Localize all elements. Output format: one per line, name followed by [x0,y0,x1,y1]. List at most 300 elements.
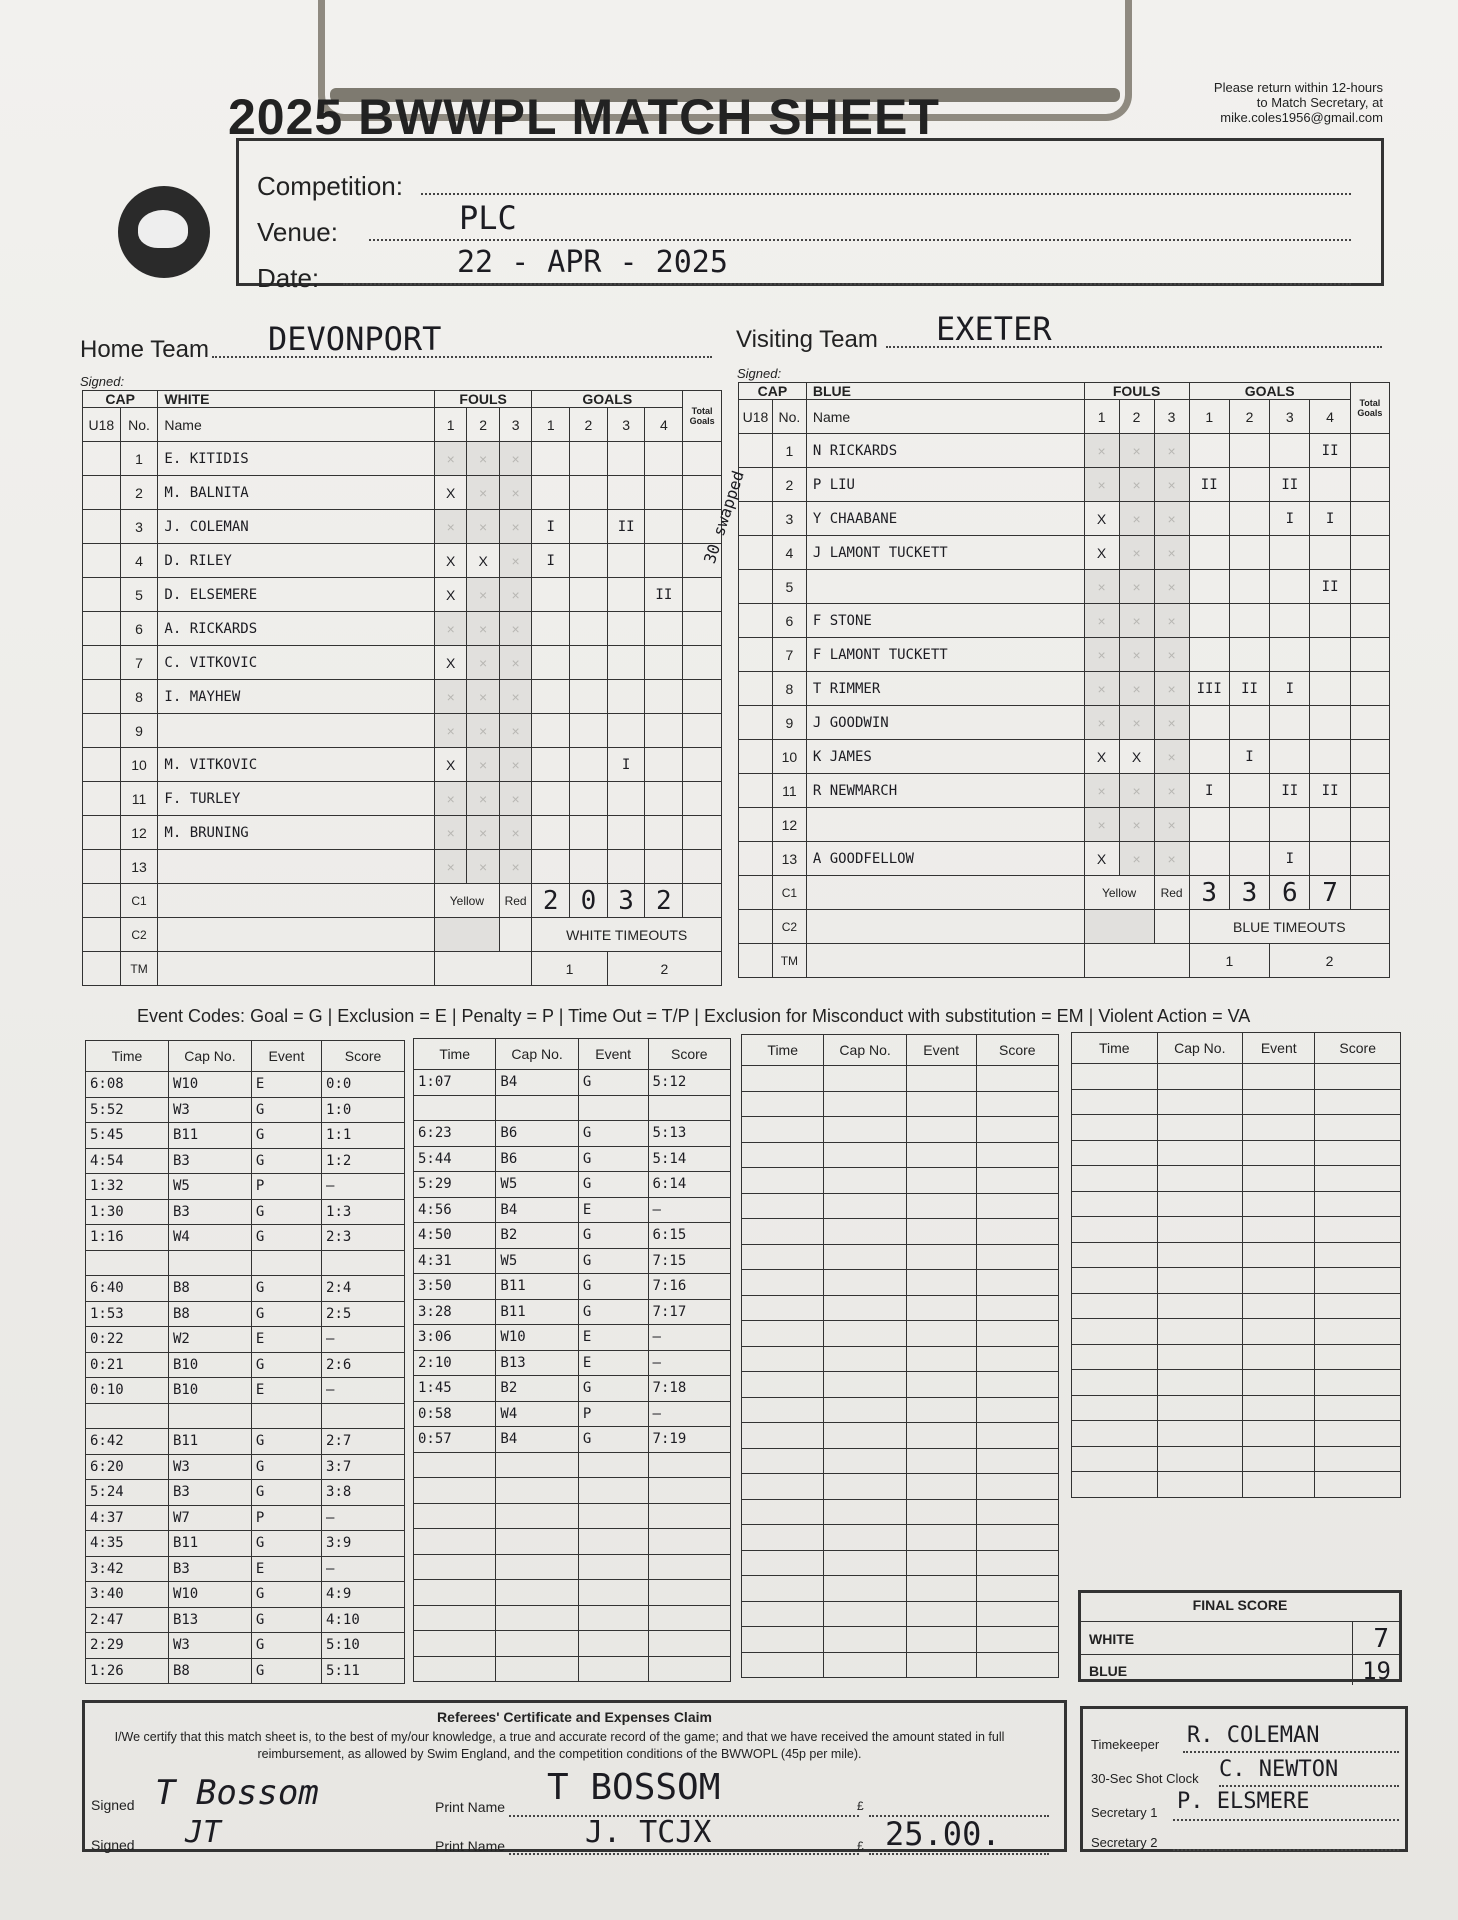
blue-player-name: J GOODWIN [806,706,1084,740]
white-foul-cell: × [499,442,532,476]
blue-foul-cell: × [1154,774,1189,808]
white-goal-cell: II [645,578,683,612]
blue-roster-table: CAP BLUE FOULS GOALS Total Goals U18 No. Name 1 2 3 1 2 3 4 1 N RICKARDS × × × II 2 P LIU × × × II II 3 Y CHAABANE X × × I I 4 J LAMONT TUCKETT X × × 5 × × × II 6 F STONE × × × 7 F LAMONT TUCKETT × × × 8 T RIMMER × × × III II I 9 J GOODWIN × × × 10 K JAMES X X × I 11 R NEWMARCH × × × I II II 12 × × × 13 A GOODFELLOW X × × I C1 Yellow Red 3 3 6 7 C2 BLUE TIMEOUTS TM 1 2 [738,382,1390,978]
blue-goal-cell [1229,434,1269,468]
white-goal-cell [570,476,608,510]
match-info-box [236,138,1384,293]
white-goal-cell [532,714,570,748]
event-row: 3:40 W10 G 4:9 [86,1582,405,1608]
white-player-row [83,442,722,476]
print-name-label-2: Print Name [435,1838,506,1854]
event-row [414,1452,731,1478]
competition-label: Competition: [257,171,403,201]
white-goal-cell [532,782,570,816]
shot-clock-label: 30-Sec Shot Clock [1091,1771,1199,1786]
blue-foul-cell: × [1084,706,1119,740]
white-goal-cell [570,442,608,476]
white-goal-cell [607,646,645,680]
white-cap-number: 13 [120,850,158,884]
white-player-row [83,714,722,748]
event-row [742,1372,1059,1398]
white-foul-cell: × [467,578,499,612]
white-quarter-total: 2 [532,884,570,918]
blue-goal-cell [1229,808,1269,842]
print-name-label-1: Print Name [435,1799,506,1815]
blue-goal-cell [1310,740,1350,774]
blue-player-name: J LAMONT TUCKETT [806,536,1084,570]
white-quarter-total: 2 [645,884,683,918]
event-row: 0:58 W4 P — [414,1401,731,1427]
white-goal-cell [607,476,645,510]
white-yellow-label: Yellow [434,884,499,918]
white-player-name: A. RICKARDS [158,612,435,646]
certificate-text: I/We certify that this match sheet is, to the best of my/our knowledge, a true and accurate record of the game; and that we have received the amount stated in full reimbursement, as allowed by Swim England, and the competition conditions of the BWWOPL (45p per mile). [114,1730,1005,1761]
home-signed-label: Signed: [80,374,125,389]
white-player-name [158,714,435,748]
signed-label-1: Signed [91,1797,135,1813]
blue-quarter-total: 3 [1229,876,1269,910]
blue-player-name [806,808,1084,842]
blue-goal-cell [1310,468,1350,502]
white-player-row [83,544,722,578]
blue-goal-cell [1189,638,1229,672]
white-foul-cell: X [434,544,466,578]
blue-foul-cell: × [1119,468,1154,502]
white-goal-cell [645,476,683,510]
blue-foul-cell: × [1119,774,1154,808]
blue-foul-cell: × [1084,808,1119,842]
blue-goal-cell [1270,604,1310,638]
event-row [414,1095,731,1121]
blue-yellow-label: Yellow [1084,876,1154,910]
white-player-name: M. BALNITA [158,476,435,510]
event-row [742,1550,1059,1576]
blue-goal-cell [1270,638,1310,672]
white-foul-cell: × [434,680,466,714]
blue-foul-cell: X [1084,740,1119,774]
white-foul-cell: × [499,782,532,816]
blue-goal-cell: II [1310,570,1350,604]
blue-quarter-total: 6 [1270,876,1310,910]
event-header: Cap No. [824,1035,906,1066]
blue-goal-cell: I [1270,502,1310,536]
blue-cap-number: 12 [772,808,806,842]
white-foul-cell: × [499,816,532,850]
white-c1-row: C1 Yellow Red 2 0 3 2 [83,884,722,918]
white-goal-cell [607,850,645,884]
white-player-name: M. BRUNING [158,816,435,850]
white-goal-cell [532,816,570,850]
event-row [1072,1370,1401,1396]
event-row: 2:47 B13 G 4:10 [86,1607,405,1633]
event-row [1072,1319,1401,1345]
shot-clock-value: C. NEWTON [1219,1757,1339,1782]
white-goal-cell [607,612,645,646]
white-goal-cell: I [607,748,645,782]
event-codes-legend: Event Codes: Goal = G | Exclusion = E | Penalty = P | Time Out = T/P | Exclusion for Misconduct with substitution = EM | Violent Action = VA [137,1006,1251,1026]
blue-total-header: Total Goals [1350,383,1389,434]
visiting-team-value: EXETER [936,310,1052,348]
visiting-team-label: Visiting Team [736,326,878,353]
venue-label: Venue: [257,217,338,247]
blue-goal-cell [1310,536,1350,570]
white-foul-cell: × [467,510,499,544]
blue-foul-cell: × [1154,638,1189,672]
event-row: 1:53 B8 G 2:5 [86,1301,405,1327]
event-row [742,1066,1059,1092]
event-header: Event [1243,1033,1315,1064]
blue-foul-cell: × [1154,570,1189,604]
event-row [742,1270,1059,1296]
white-goal-cell: I [532,544,570,578]
white-goal-cell [532,442,570,476]
blue-fouls-header: FOULS [1084,383,1189,400]
event-row [742,1219,1059,1245]
blue-foul-cell: × [1119,808,1154,842]
event-row [742,1627,1059,1653]
event-row: 5:29 W5 G 6:14 [414,1172,731,1198]
event-row: 1:30 B3 G 1:3 [86,1199,405,1225]
blue-player-row [739,434,1390,468]
white-cap-number: 9 [120,714,158,748]
final-score-label: FINAL SCORE [1081,1593,1399,1622]
venue-value: PLC [459,199,517,237]
white-player-name: E. KITIDIS [158,442,435,476]
blue-margin-note: 30 swapped [700,468,748,566]
blue-foul-cell: × [1154,536,1189,570]
blue-foul-cell: × [1119,536,1154,570]
bwwpl-logo [118,186,210,278]
white-player-row [83,646,722,680]
white-player-name: F. TURLEY [158,782,435,816]
blue-goal-cell: II [1189,468,1229,502]
blue-foul-cell: × [1084,604,1119,638]
blue-goal-cell [1189,842,1229,876]
blue-foul-cell: × [1154,740,1189,774]
event-header: Cap No. [168,1041,251,1072]
blue-foul-cell: × [1119,638,1154,672]
event-row [1072,1064,1401,1090]
event-row [1072,1115,1401,1141]
white-goal-cell [532,612,570,646]
event-row: 2:29 W3 G 5:10 [86,1633,405,1659]
event-row [414,1631,731,1657]
white-foul-cell: × [499,850,532,884]
blue-foul-cell: × [1084,434,1119,468]
blue-foul-cell: × [1154,808,1189,842]
white-goal-cell [532,748,570,782]
certificate-title: Referees' Certificate and Expenses Claim [437,1709,712,1725]
event-header: Score [976,1035,1058,1066]
timekeeper-value: R. COLEMAN [1187,1723,1320,1748]
blue-goal-cell: I [1189,774,1229,808]
event-row [742,1346,1059,1372]
event-row [742,1448,1059,1474]
referee-signature-2: JT [185,1815,222,1850]
return-note: Please return within 12-hours to Match Secretary, at mike.coles1956@gmail.com [1213,80,1383,125]
blue-player-row [739,638,1390,672]
blue-goal-cell [1310,706,1350,740]
secretary-1-label: Secretary 1 [1091,1805,1158,1820]
event-row [742,1601,1059,1627]
event-row [742,1397,1059,1423]
event-row [1072,1268,1401,1294]
blue-goal-cell: I [1270,842,1310,876]
blue-foul-cell: × [1084,672,1119,706]
white-timeout-1: 1 [532,952,607,986]
event-row [742,1499,1059,1525]
event-row [742,1091,1059,1117]
blue-foul-cell: X [1084,842,1119,876]
blue-player-name: F STONE [806,604,1084,638]
event-header: Score [322,1041,405,1072]
blue-goal-cell [1189,570,1229,604]
blue-player-name: R NEWMARCH [806,774,1084,808]
white-player-row [83,850,722,884]
white-player-row [83,816,722,850]
white-cap-header: CAP [83,391,158,408]
date-label: Date: [257,263,320,293]
event-row: 5:52 W3 G 1:0 [86,1097,405,1123]
event-row [1072,1395,1401,1421]
white-cap-number: 4 [120,544,158,578]
event-row: 1:32 W5 P — [86,1174,405,1200]
blue-goal-cell: I [1310,502,1350,536]
event-row [414,1580,731,1606]
event-row: 2:10 B13 E — [414,1350,731,1376]
blue-cap-number: 5 [772,570,806,604]
blue-cap-number: 11 [772,774,806,808]
white-goal-cell [645,816,683,850]
white-foul-cell: × [499,476,532,510]
blue-team-color-header: BLUE [806,383,1084,400]
white-player-name [158,850,435,884]
white-player-name: D. RILEY [158,544,435,578]
blue-foul-cell: X [1119,740,1154,774]
white-cap-number: 7 [120,646,158,680]
blue-cap-number: 7 [772,638,806,672]
event-row [86,1250,405,1276]
white-timeout-2: 2 [607,952,721,986]
white-goal-cell [645,782,683,816]
event-row [1072,1472,1401,1498]
white-goal-cell [570,816,608,850]
event-row [742,1117,1059,1143]
blue-goal-cell: I [1229,740,1269,774]
white-goal-cell [532,850,570,884]
blue-goal-cell [1270,570,1310,604]
white-goal-cell [607,714,645,748]
blue-foul-cell: × [1154,434,1189,468]
blue-cap-number: 9 [772,706,806,740]
blue-player-row [739,536,1390,570]
white-foul-cell: × [467,850,499,884]
blue-cap-number: 2 [772,468,806,502]
blue-foul-cell: × [1154,842,1189,876]
blue-timeout-1: 1 [1189,944,1270,978]
blue-c1-row: C1 Yellow Red 3 3 6 7 [739,876,1390,910]
event-header: Time [742,1035,824,1066]
blue-goal-cell: II [1270,774,1310,808]
blue-goal-cell [1229,570,1269,604]
white-timeouts-label: WHITE TIMEOUTS [532,918,722,952]
white-foul-cell: × [434,816,466,850]
white-foul-cell: X [434,646,466,680]
blue-goal-cell [1270,434,1310,468]
event-row [1072,1293,1401,1319]
blue-quarter-total: 7 [1310,876,1350,910]
blue-player-name: Y CHAABANE [806,502,1084,536]
event-log-col-1 [85,1040,405,1684]
event-row [742,1525,1059,1551]
event-row [414,1605,731,1631]
event-row: 4:31 W5 G 7:15 [414,1248,731,1274]
white-goal-cell [607,816,645,850]
blue-player-row [739,604,1390,638]
event-row [1072,1446,1401,1472]
secretary-1-value: P. ELSMERE [1177,1789,1310,1814]
blue-player-row [739,808,1390,842]
white-foul-cell: × [499,680,532,714]
blue-goal-cell [1229,604,1269,638]
event-row: 6:20 W3 G 3:7 [86,1454,405,1480]
white-roster-table: CAP WHITE FOULS GOALS Total Goals U18 No. Name 1 2 3 1 2 3 4 1 E. KITIDIS × × × 2 M. BALNITA X × × 3 J. COLEMAN × × × I II 4 D. RILEY X X × I 5 D. ELSEMERE X × × II 6 A. RICKARDS × × × 7 C. VITKOVIC X × × 8 I. MAYHEW × × × 9 × × × 10 M. VITKOVIC X × × I 11 F. TURLEY × × × 12 M. BRUNING × × × 13 × × × C1 Yellow Red 2 0 3 2 C2 WHITE TIMEOUTS TM 1 2 [82,390,722,986]
event-row: 4:56 B4 E — [414,1197,731,1223]
event-row: 0:57 B4 G 7:19 [414,1427,731,1453]
blue-goal-cell: II [1229,672,1269,706]
white-foul-cell: X [434,476,466,510]
event-row: 0:21 B10 G 2:6 [86,1352,405,1378]
blue-foul-cell: × [1084,570,1119,604]
event-row [414,1478,731,1504]
blue-goal-cell [1189,434,1229,468]
white-player-row [83,578,722,612]
event-row: 5:24 B3 G 3:8 [86,1480,405,1506]
event-row [742,1244,1059,1270]
blue-goals-header: GOALS [1189,383,1350,400]
blue-red-label: Red [1154,876,1189,910]
white-foul-cell: × [467,612,499,646]
blue-player-row [739,706,1390,740]
event-row [1072,1089,1401,1115]
blue-goal-cell [1189,536,1229,570]
white-cap-number: 10 [120,748,158,782]
event-row: 3:06 W10 E — [414,1325,731,1351]
referee-print-name-1: T BOSSOM [547,1767,721,1808]
white-goals-header: GOALS [532,391,683,408]
event-row [742,1474,1059,1500]
blue-goal-cell: II [1310,434,1350,468]
final-score-box [1078,1590,1402,1685]
white-foul-cell: × [467,680,499,714]
event-row [1072,1344,1401,1370]
event-row: 1:07 B4 G 5:12 [414,1070,731,1096]
white-foul-cell: × [467,646,499,680]
event-row: 4:54 B3 G 1:2 [86,1148,405,1174]
event-row [414,1554,731,1580]
blue-goal-cell [1229,502,1269,536]
final-blue-label: BLUE [1089,1663,1128,1679]
white-foul-cell: X [434,748,466,782]
event-row: 6:23 B6 G 5:13 [414,1121,731,1147]
white-fouls-header: FOULS [434,391,531,408]
blue-player-name: P LIU [806,468,1084,502]
home-team-label: Home Team [80,336,209,363]
blue-goal-cell [1310,604,1350,638]
white-quarter-total: 0 [570,884,608,918]
white-goal-cell [645,442,683,476]
white-goal-cell [607,680,645,714]
blue-goal-cell [1229,706,1269,740]
event-row [742,1295,1059,1321]
event-row [414,1529,731,1555]
blue-cap-header: CAP [739,383,807,400]
white-foul-cell: × [434,850,466,884]
white-foul-cell: × [499,544,532,578]
blue-foul-cell: X [1084,502,1119,536]
white-goal-cell [532,680,570,714]
event-log-col-4 [1071,1032,1401,1498]
blue-player-name: K JAMES [806,740,1084,774]
white-goal-cell [570,714,608,748]
event-log-col-2 [413,1038,731,1682]
blue-foul-cell: × [1119,434,1154,468]
event-row [1072,1166,1401,1192]
blue-goal-cell [1310,808,1350,842]
blue-goal-cell [1310,842,1350,876]
white-goal-cell [570,850,608,884]
white-foul-cell: × [499,646,532,680]
event-row: 6:40 B8 G 2:4 [86,1276,405,1302]
blue-cap-number: 6 [772,604,806,638]
white-goal-cell [645,646,683,680]
event-row [1072,1217,1401,1243]
event-row: 6:42 B11 G 2:7 [86,1429,405,1455]
event-row: 3:28 B11 G 7:17 [414,1299,731,1325]
referee-signature-1: T Bossom [155,1773,319,1813]
blue-goal-cell [1229,468,1269,502]
signed-label-2: Signed [91,1837,135,1853]
white-goal-cell [532,646,570,680]
event-row [742,1576,1059,1602]
blue-player-name: T RIMMER [806,672,1084,706]
blue-goal-cell [1229,638,1269,672]
event-header: Time [86,1041,169,1072]
event-row: 5:45 B11 G 1:1 [86,1123,405,1149]
blue-quarter-total: 3 [1189,876,1229,910]
blue-player-row [739,842,1390,876]
blue-foul-cell: × [1119,672,1154,706]
white-cap-number: 1 [120,442,158,476]
white-goal-cell [645,714,683,748]
white-goal-cell: I [532,510,570,544]
blue-foul-cell: X [1084,536,1119,570]
white-player-name: M. VITKOVIC [158,748,435,782]
white-foul-cell: × [434,442,466,476]
event-row [414,1503,731,1529]
blue-goal-cell [1229,774,1269,808]
white-goal-cell [570,510,608,544]
event-row [742,1321,1059,1347]
event-row [742,1423,1059,1449]
blue-goal-cell [1270,808,1310,842]
event-row: 3:50 B11 G 7:16 [414,1274,731,1300]
white-foul-cell: × [434,510,466,544]
blue-goal-cell [1189,604,1229,638]
blue-player-name: F LAMONT TUCKETT [806,638,1084,672]
timekeeper-label: Timekeeper [1091,1737,1160,1752]
white-player-row [83,748,722,782]
